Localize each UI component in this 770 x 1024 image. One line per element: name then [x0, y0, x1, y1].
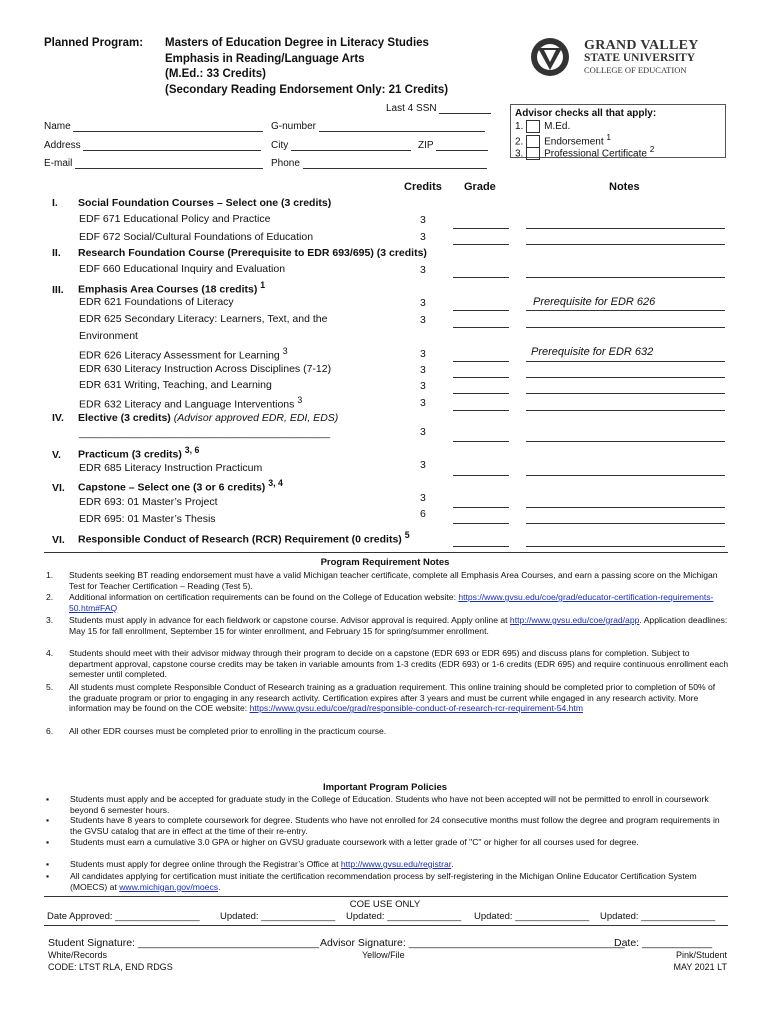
- note-number: 2.: [46, 592, 54, 602]
- course-name: [79, 395, 302, 411]
- updated-field[interactable]: Updated: ______________: [600, 911, 716, 922]
- footnote-ref: 3, 6: [184, 445, 200, 455]
- note-text: . Application deadlines: May 15 for fall enrollment, September 15 for winter enrollment, and February 15 for spring/summer enrollment.: [69, 615, 728, 636]
- note-text: Additional information on certification requirements can be found on the College of Education website:: [69, 592, 459, 602]
- credits-column-header: Credits: [404, 181, 442, 193]
- certification-link[interactable]: https://www.gvsu.edu/coe/grad/educator-certification-requirements-50.htm#FAQ: [69, 592, 714, 613]
- course-credits: 3: [420, 348, 426, 360]
- notes-column-header: Notes: [609, 181, 640, 193]
- course-name: EDR 630 Literacy Instruction Across Disciplines (7-12): [79, 363, 332, 375]
- copy-white: White/Records: [48, 950, 108, 960]
- certificate-checkbox[interactable]: [526, 147, 540, 160]
- course-credits: 3: [420, 380, 426, 392]
- course-name: EDR 625 Secondary Literacy: Learners, Text, and the: [79, 313, 328, 325]
- gvsu-logo: [528, 36, 718, 78]
- section-heading: [52, 530, 410, 546]
- elective-write-in[interactable]: ___________________________________________: [79, 427, 331, 439]
- note-number: 6.: [46, 726, 54, 736]
- notes-line[interactable]: [526, 228, 725, 229]
- course-name: EDF 671 Educational Policy and Practice: [79, 213, 271, 225]
- section-subtitle: (Advisor approved EDR, EDI, EDS): [173, 412, 339, 424]
- note-number: 1.: [46, 570, 54, 580]
- footnote-ref: 3: [282, 346, 288, 356]
- address-label: Address: [44, 140, 81, 151]
- course-name: [79, 346, 288, 362]
- note-number: 5.: [46, 682, 54, 692]
- note-text: All other EDR courses must be completed prior to enrolling in the practicum course.: [69, 726, 387, 736]
- course-credits: 3: [420, 297, 426, 309]
- course-name: EDF 672 Social/Cultural Foundations of Education: [79, 231, 314, 243]
- section-number: II.: [52, 247, 61, 259]
- grade-line[interactable]: [453, 441, 509, 442]
- note-text: Students seeking BT reading endorsement must have a valid Michigan teacher certificate, complete all Emphasis Area Courses, and earn a passing score on the Michigan Test for Teacher Certification – Reading (Test 5).: [69, 570, 718, 591]
- apply-link[interactable]: http://www.gvsu.edu/coe/grad/app: [509, 615, 640, 625]
- advisor-option-certificate[interactable]: [515, 144, 654, 160]
- notes-line[interactable]: [526, 507, 725, 508]
- notes-line[interactable]: [526, 277, 725, 278]
- grade-line[interactable]: [453, 475, 509, 476]
- note-text: Students should meet with their advisor midway through their program to decide on a capstone (EDR 693 or EDR 695) and discuss plans for completion. Subject to department approval, capstone course credits may be taken in variable amounts from 1-3 credits (EDR 693) or 1-6 credits (EDR 695) and require continuous enrollment each semester until completed.: [69, 648, 729, 680]
- phone-field[interactable]: [271, 157, 487, 169]
- option-number: 1.: [515, 121, 524, 133]
- name-label: Name: [44, 121, 71, 132]
- phone-line[interactable]: [303, 157, 487, 169]
- section-number: VI.: [52, 533, 65, 546]
- grade-line[interactable]: [453, 410, 509, 411]
- footnote-ref: 2: [649, 144, 655, 154]
- bullet-icon: ▪: [46, 871, 50, 881]
- footnote-ref: 1: [260, 280, 266, 290]
- zip-line[interactable]: [436, 139, 488, 151]
- course-credits: 6: [420, 508, 426, 520]
- course-credits: 3: [420, 492, 426, 504]
- notes-line[interactable]: [526, 393, 725, 394]
- course-name-continued: Environment: [79, 330, 138, 342]
- course-credits: 3: [420, 231, 426, 243]
- section-heading: [52, 247, 427, 259]
- course-note: Prerequisite for EDR 632: [531, 346, 654, 358]
- gnumber-field[interactable]: [271, 120, 485, 132]
- course-name: EDR 693: 01 Master’s Project: [79, 496, 218, 508]
- coe-use-only-title: COE USE ONLY: [349, 899, 421, 910]
- gvsu-logo-icon: [528, 36, 578, 78]
- grade-line[interactable]: [453, 361, 509, 362]
- course-credits: 3: [420, 264, 426, 276]
- date-approved-field[interactable]: Date Approved: ________________: [47, 911, 200, 922]
- email-line[interactable]: [75, 157, 263, 169]
- grade-line[interactable]: [453, 277, 509, 278]
- divider: [44, 896, 728, 897]
- section-title: Elective (3 credits): [78, 412, 174, 424]
- city-label: City: [271, 140, 289, 151]
- grade-line[interactable]: [453, 228, 509, 229]
- course-name: EDF 660 Educational Inquiry and Evaluation: [79, 263, 286, 275]
- grade-line[interactable]: [453, 393, 509, 394]
- section-heading: [52, 478, 283, 494]
- gnumber-label: G-number: [271, 121, 317, 132]
- advisor-checkbox-panel: [510, 104, 726, 158]
- footnote-ref: 3: [297, 395, 303, 405]
- section-title: Research Foundation Course (Prerequisite to EDR 693/695) (3 credits): [78, 247, 427, 259]
- section-title: Responsible Conduct of Research (RCR) Requirement (0 credits): [78, 533, 405, 546]
- section-heading: [52, 412, 338, 424]
- zip-label: ZIP: [418, 140, 434, 151]
- course-credits: 3: [420, 314, 426, 326]
- course-credits: 3: [420, 426, 426, 438]
- city-field[interactable]: [271, 139, 411, 151]
- course-credits: 3: [420, 397, 426, 409]
- grade-line[interactable]: [453, 244, 509, 245]
- address-field[interactable]: [44, 139, 261, 151]
- section-title: Capstone – Select one (3 or 6 credits): [78, 481, 269, 494]
- program-header: [44, 36, 448, 98]
- section-title: Emphasis Area Courses (18 credits): [78, 283, 261, 296]
- course-credits: 3: [420, 364, 426, 376]
- footnote-ref: 5: [404, 530, 410, 540]
- copy-yellow: Yellow/File: [362, 950, 405, 960]
- program-notes-title: Program Requirement Notes: [320, 557, 450, 568]
- grade-line[interactable]: [453, 327, 509, 328]
- advisor-signature-field[interactable]: Advisor Signature: _____________________________________: [320, 937, 625, 949]
- section-heading: [52, 197, 331, 209]
- program-title-line: (M.Ed.: 33 Credits): [165, 68, 266, 80]
- bullet-icon: ▪: [46, 859, 50, 869]
- section-heading: [52, 280, 265, 296]
- notes-line[interactable]: [526, 410, 725, 411]
- course-note: Prerequisite for EDR 626: [533, 296, 656, 308]
- course-name: EDR 631 Writing, Teaching, and Learning: [79, 379, 272, 391]
- grade-line[interactable]: [453, 523, 509, 524]
- address-line[interactable]: [83, 139, 261, 151]
- program-title-line: (Secondary Reading Endorsement Only: 21 Credits): [165, 83, 449, 96]
- program-code: CODE: LTST RLA, END RDGS: [48, 962, 173, 972]
- gnumber-line[interactable]: [319, 120, 485, 132]
- section-heading: [52, 445, 199, 461]
- grade-line[interactable]: [453, 507, 509, 508]
- email-label: E-mail: [44, 158, 73, 169]
- grade-line[interactable]: [453, 377, 509, 378]
- moecs-link[interactable]: www.michigan.gov/moecs: [119, 881, 219, 892]
- form-date-code: MAY 2021 LT: [673, 962, 727, 972]
- bullet-icon: ▪: [46, 837, 50, 847]
- notes-line[interactable]: [526, 377, 725, 378]
- option-label: Professional Certificate: [544, 148, 650, 160]
- rcr-link[interactable]: https://www.gvsu.edu/coe/grad/responsible-conduct-of-research-rcr-requirement-54.htm: [249, 703, 583, 714]
- zip-field[interactable]: [418, 139, 488, 151]
- policy-text: Students have 8 years to complete coursework for degree. Students who have not enrolled for 24 consecutive months must follow the degree and program requirements in the GVSU catalog that are in effect at the time of their re-entry.: [70, 815, 720, 836]
- program-label: Planned Program:: [44, 37, 144, 49]
- course-name: EDR 685 Literacy Instruction Practicum: [79, 462, 263, 474]
- notes-line[interactable]: [526, 244, 725, 245]
- policy-text: Students must apply and be accepted for graduate study in the College of Education. Students who have not been accepted will not be permitted to enroll in coursework beyond 6 semester hours.: [70, 794, 709, 815]
- policies-title: Important Program Policies: [322, 782, 448, 793]
- course-name-text: EDR 632 Literacy and Language Interventions: [79, 398, 298, 411]
- divider: [44, 925, 728, 926]
- section-title: Practicum (3 credits): [78, 448, 185, 461]
- notes-line[interactable]: [526, 546, 725, 547]
- notes-line[interactable]: [526, 475, 725, 476]
- option-label: Endorsement: [544, 136, 607, 148]
- notes-line[interactable]: [526, 523, 725, 524]
- student-signature-field[interactable]: Student Signature: _______________________________: [48, 937, 319, 949]
- updated-field[interactable]: Updated: ______________: [220, 911, 336, 922]
- email-field[interactable]: [44, 157, 263, 169]
- section-number: V.: [52, 448, 61, 461]
- policy-text: Students must earn a cumulative 3.0 GPA or higher on GVSU graduate coursework with a letter grade of "C" or higher for all courses used for degree.: [70, 837, 639, 847]
- name-line[interactable]: [73, 120, 263, 132]
- updated-field[interactable]: Updated: ______________: [474, 911, 590, 922]
- phone-label: Phone: [271, 158, 300, 169]
- advisor-box-title: Advisor checks all that apply:: [515, 108, 657, 119]
- ssn-label: Last 4 SSN: [386, 103, 437, 114]
- policy-text: .: [451, 859, 454, 869]
- policy-text: Students must apply for degree online through the Registrar’s Office at: [70, 859, 341, 869]
- note-number: 3.: [46, 615, 54, 625]
- grade-column-header: Grade: [464, 181, 496, 193]
- course-credits: 3: [420, 459, 426, 471]
- date-field[interactable]: Date: ____________: [614, 937, 713, 949]
- program-title-line: Masters of Education Degree in Literacy Studies: [165, 37, 429, 49]
- option-label: M.Ed.: [544, 121, 571, 133]
- name-field[interactable]: [44, 120, 263, 132]
- logo-line-1: GRAND VALLEY: [584, 38, 699, 53]
- updated-field[interactable]: Updated: ______________: [346, 911, 462, 922]
- footnote-ref: 3, 4: [268, 478, 283, 488]
- logo-line-2: STATE UNIVERSITY: [584, 52, 696, 64]
- copy-pink: Pink/Student: [675, 950, 727, 960]
- option-number: 2.: [515, 136, 524, 148]
- notes-line[interactable]: [526, 361, 725, 362]
- section-number: IV.: [52, 412, 64, 424]
- notes-line[interactable]: [526, 327, 725, 328]
- registrar-link[interactable]: http://www.gvsu.edu/registrar: [340, 859, 452, 869]
- note-text: Students must apply in advance for each fieldwork or capstone course. Advisor approval is required. Apply online at: [69, 615, 510, 625]
- note-number: 4.: [46, 648, 54, 658]
- grade-line[interactable]: [453, 310, 509, 311]
- notes-line[interactable]: [526, 310, 725, 311]
- section-title: Social Foundation Courses – Select one (3 credits): [78, 197, 332, 209]
- divider: [44, 552, 728, 553]
- course-credits: 3: [420, 214, 426, 226]
- section-number: III.: [52, 283, 64, 296]
- program-title-line: Emphasis in Reading/Language Arts: [165, 52, 365, 65]
- course-name-text: EDR 626 Literacy Assessment for Learning: [79, 349, 283, 362]
- policy-text: .: [218, 881, 221, 892]
- bullet-icon: ▪: [46, 794, 50, 804]
- note-text: All students must complete Responsible Conduct of Research training as a graduation requirement. This online training should be completed prior to completion of 50% of the graduate program or prior to engaging in any research activity. Certification expires after 3 years and must be current while engaged in any research activity. More information may be found on the COE website:: [69, 682, 716, 714]
- section-number: VI.: [52, 481, 65, 494]
- footnote-ref: 1: [606, 132, 612, 142]
- ssn-field[interactable]: [386, 102, 491, 114]
- grade-line[interactable]: [453, 546, 509, 547]
- option-number: 3.: [515, 148, 524, 160]
- city-line[interactable]: [291, 139, 411, 151]
- notes-line[interactable]: [526, 441, 725, 442]
- logo-line-3: COLLEGE OF EDUCATION: [584, 65, 687, 75]
- course-name: EDR 695: 01 Master’s Thesis: [79, 513, 216, 525]
- course-name: EDR 621 Foundations of Literacy: [79, 296, 234, 308]
- policy-text: All candidates applying for certification must initiate the certification recommendation process by self-registering in the Michigan Online Educator Certification System (MOECS) at: [70, 871, 697, 892]
- bullet-icon: ▪: [46, 815, 50, 825]
- ssn-line[interactable]: [439, 102, 491, 114]
- section-number: I.: [52, 197, 58, 209]
